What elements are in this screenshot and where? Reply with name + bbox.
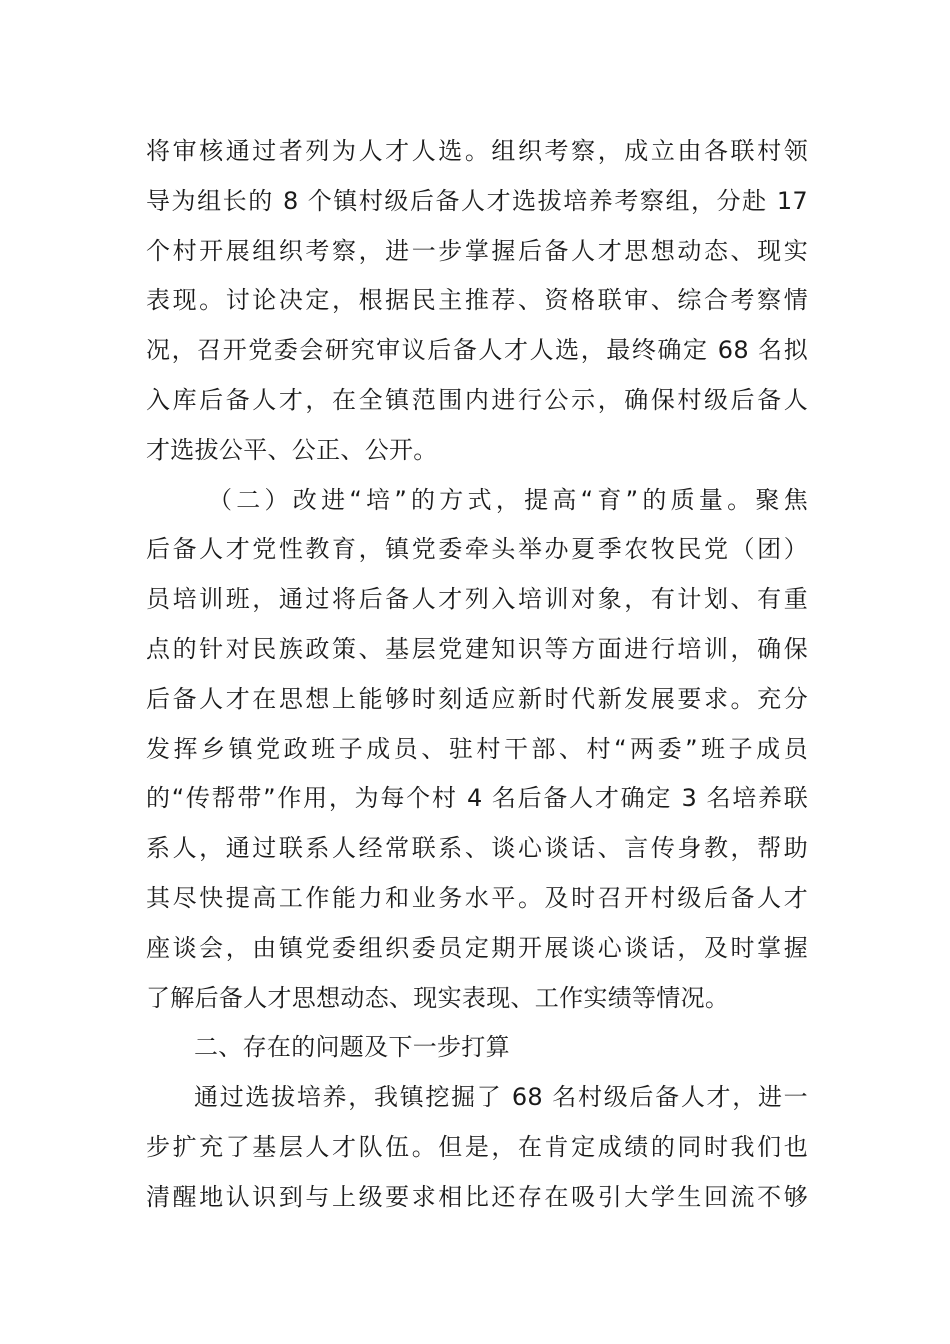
text-line: 其尽快提高工作能力和业务水平。及时召开村级后备人才: [146, 883, 808, 912]
paragraph-problems: [146, 1073, 808, 1222]
text-line: 况，召开党委会研究审议后备人才人选，最终确定 68 名拟: [146, 336, 808, 365]
text-line: 的“传帮带”作用，为每个村 4 名后备人才确定 3 名培养联: [146, 784, 808, 813]
text-line: 才选拔公平、公正、公开。: [146, 435, 438, 464]
paragraph-selection-process: [146, 127, 808, 476]
text-line: 个村开展组织考察，进一步掌握后备人才思想动态、现实: [146, 236, 808, 265]
document-body: [146, 127, 808, 1223]
text-line: 导为组长的 8 个镇村级后备人才选拔培养考察组，分赴 17: [146, 186, 808, 215]
text-line: （二）改进“培”的方式，提高“育”的质量。聚焦: [208, 485, 808, 514]
text-line: 座谈会，由镇党委组织委员定期开展谈心谈话，及时掌握: [146, 933, 808, 962]
text-line: 入库后备人才，在全镇范围内进行公示，确保村级后备人: [146, 385, 808, 414]
text-line: 发挥乡镇党政班子成员、驻村干部、村“两委”班子成员: [146, 734, 808, 763]
text-line: 通过选拔培养，我镇挖掘了 68 名村级后备人才，进一: [194, 1083, 808, 1112]
text-line: 表现。讨论决定，根据民主推荐、资格联审、综合考察情: [146, 286, 808, 315]
text-line: 步扩充了基层人才队伍。但是，在肯定成绩的同时我们也: [146, 1132, 808, 1161]
text-line: 系人，通过联系人经常联系、谈心谈话、言传身教，帮助: [146, 834, 808, 863]
text-line: 点的针对民族政策、基层党建知识等方面进行培训，确保: [146, 634, 808, 663]
text-line: 员培训班，通过将后备人才列入培训对象，有计划、有重: [146, 585, 808, 614]
paragraph-training-method: [146, 476, 808, 1024]
text-line: 将审核通过者列为人才人选。组织考察，成立由各联村领: [146, 137, 808, 165]
text-line: 了解后备人才思想动态、现实表现、工作实绩等情况。: [146, 983, 730, 1012]
text-line: 后备人才党性教育，镇党委牵头举办夏季农牧民党（团）: [146, 535, 808, 564]
section-heading: 二、存在的问题及下一步打算: [194, 1033, 510, 1062]
text-line: 清醒地认识到与上级要求相比还存在吸引大学生回流不够: [146, 1182, 808, 1211]
text-line: 后备人才在思想上能够时刻适应新时代新发展要求。充分: [146, 684, 808, 713]
